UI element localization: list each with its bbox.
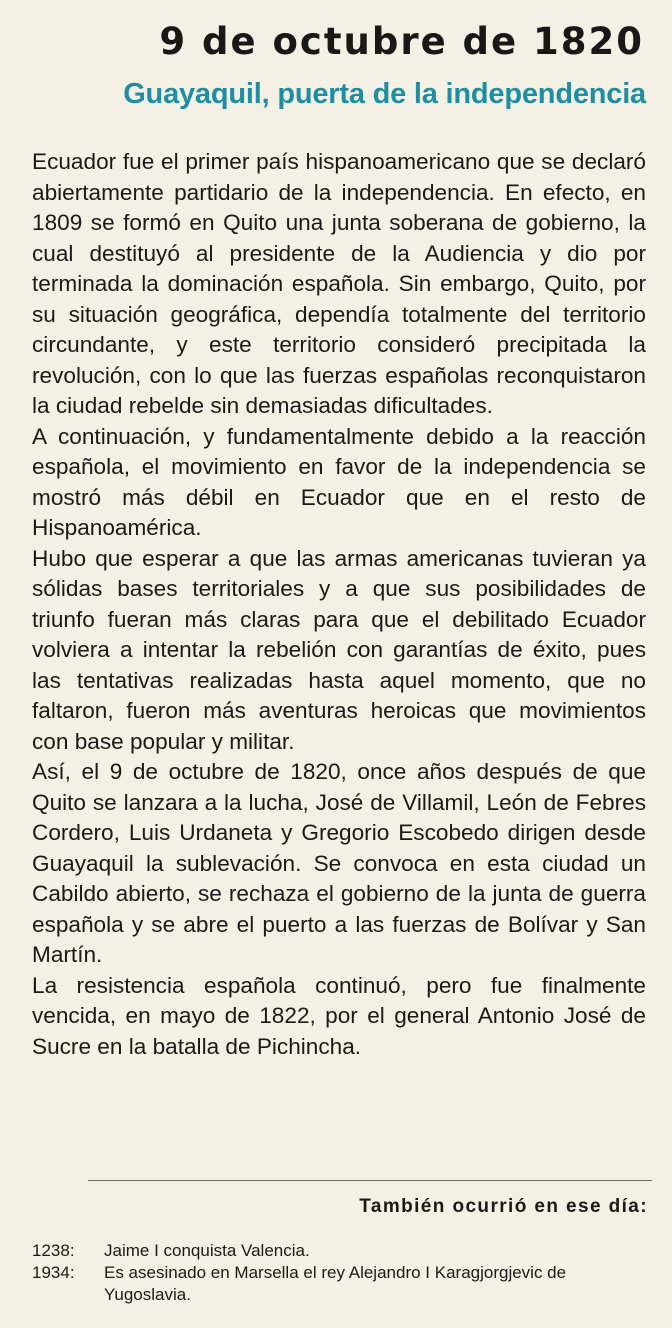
paragraph: Ecuador fue el primer país hispanoamericano que se declaró abiertamente partidario de la independencia. En efecto, en 1809 se formó en Quito una junta soberana de gobierno, la cual destituyó al presidente de la Audiencia y dio por terminada la dominación española. Sin embargo, Quito, por su situación geográfica, dependía totalmente del territorio circundante, y este territorio consideró precipitada la revolución, con lo que las fuerzas españolas reconquistaron la ciudad rebelde sin demasiadas dificultades. <box>32 149 646 418</box>
paragraph: A continuación, y fundamentalmente debido a la reacción española, el movimiento en favor de la independencia se mostró más débil en Ecuador que en el resto de Hispanoamérica. <box>32 423 646 540</box>
section-divider <box>88 1180 652 1181</box>
paragraph: Así, el 9 de octubre de 1820, once años después de que Quito se lanzara a la lucha, José de Villamil, León de Febres Cordero, Luis Urdaneta y Gregorio Escobedo dirigen desde Guayaquil la sublevación. Se convoca en esta ciudad un Cabildo abierto, se rechaza el gobierno de la junta de guerra española y se abre el puerto a las fuerzas de Bolívar y San Martín. <box>32 759 646 967</box>
event-year: 1934: <box>32 1263 75 1282</box>
also-happened-title: También ocurrió en ese día: <box>359 1196 648 1217</box>
article-body <box>32 147 646 1062</box>
paragraph: Hubo que esperar a que las armas americanas tuvieran ya sólidas bases territoriales y a que sus posibilidades de triunfo fueran más claras para que el debilitado Ecuador volviera a intentar la rebelión con garantías de éxito, pues las tentativas realizadas hasta aquel momento, que no faltaron, fueron más aventuras heroicas que movimientos con base popular y militar. <box>32 545 646 754</box>
page-subtitle: Guayaquil, puerta de la independencia <box>123 78 646 110</box>
events-list <box>32 1240 652 1306</box>
page-title: 9 de octubre de 1820 <box>159 20 644 63</box>
paragraph: La resistencia española continuó, pero fue finalmente vencida, en mayo de 1822, por el general Antonio José de Sucre en la batalla de Pichincha. <box>32 972 646 1059</box>
event-text: Jaime I conquista Valencia. <box>104 1241 310 1260</box>
event-year: 1238: <box>32 1241 75 1260</box>
event-item <box>32 1240 652 1262</box>
event-text: Es asesinado en Marsella el rey Alejandro I Karagjorgjevic de Yugoslavia. <box>104 1263 567 1304</box>
event-item <box>32 1262 652 1306</box>
